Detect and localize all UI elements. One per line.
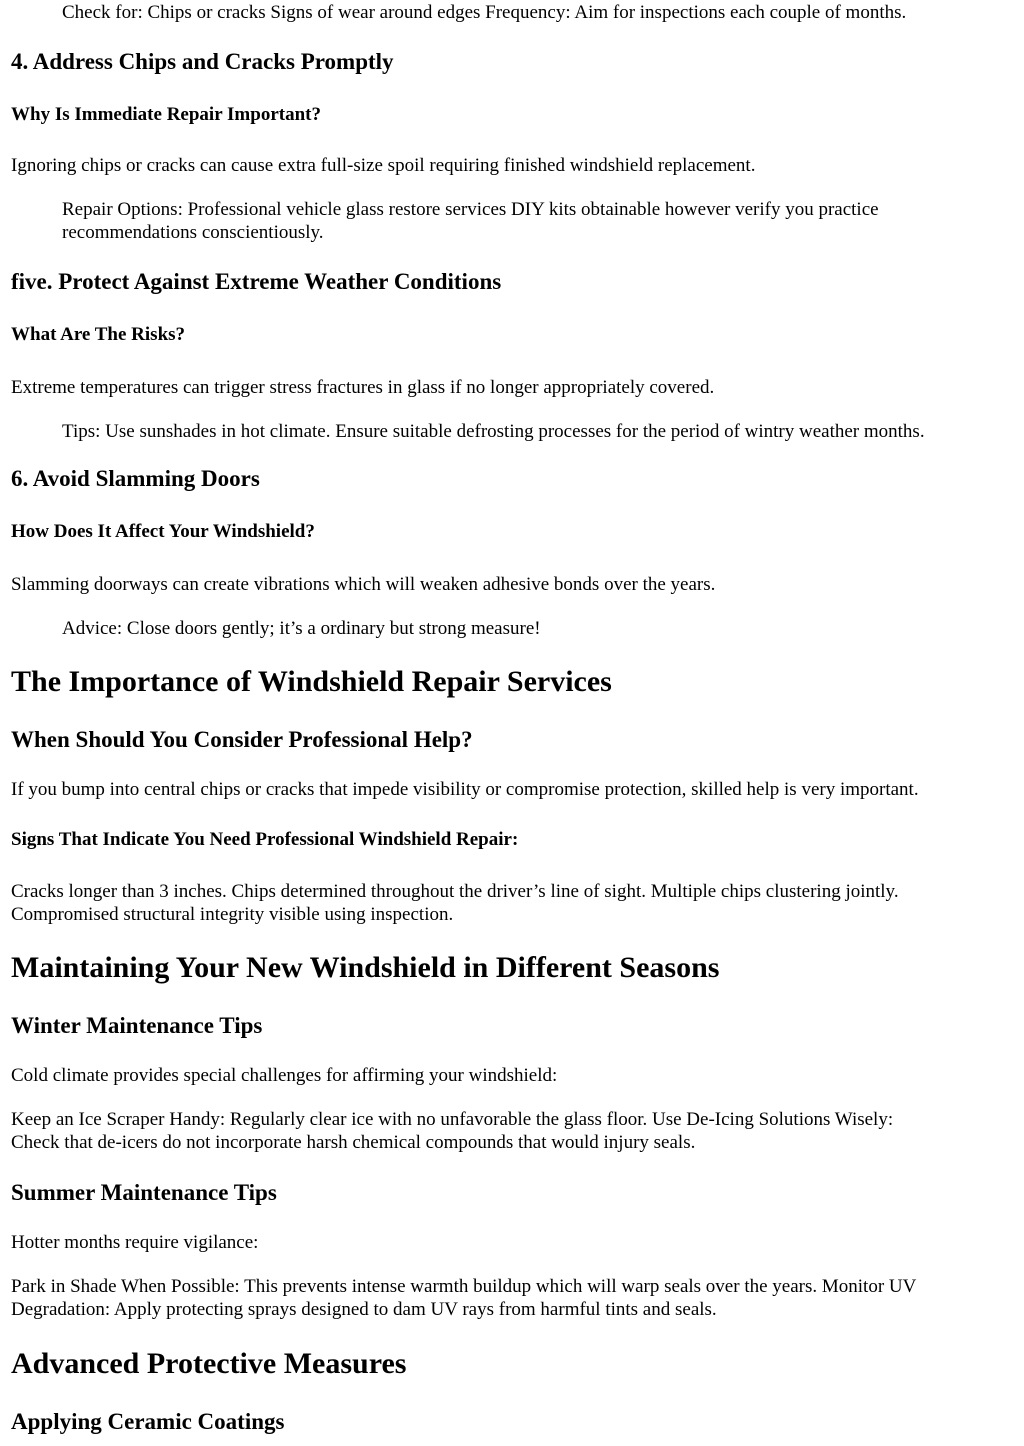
subheading-ceramic-coatings: Applying Ceramic Coatings <box>11 1409 285 1434</box>
summer-tips-line-1: Park in Shade When Possible: This prevents intense warmth buildup which will warp seals over the years. Monitor UV <box>11 1276 917 1297</box>
signs-list-line-1: Cracks longer than 3 inches. Chips determined throughout the driver’s line of sight. Multiple chips clustering jointly. <box>11 881 899 902</box>
weather-tips-text: Tips: Use sunshades in hot climate. Ensure suitable defrosting processes for the period of wintry weather months. <box>62 421 925 442</box>
paragraph-bump-into-chips: If you bump into central chips or cracks that impede visibility or compromise protection, skilled help is very important. <box>11 779 919 800</box>
paragraph-ignoring-chips: Ignoring chips or cracks can cause extra full-size spoil requiring finished windshield replacement. <box>11 155 756 176</box>
subheading-risks: What Are The Risks? <box>11 324 186 345</box>
winter-tips-line-2: Check that de-icers do not incorporate harsh chemical compounds that would injury seals. <box>11 1132 696 1153</box>
inspection-checklist-text: Check for: Chips or cracks Signs of wear around edges Frequency: Aim for inspections each couple of months. <box>62 2 907 23</box>
heading-advanced-measures: Advanced Protective Measures <box>11 1347 407 1380</box>
heading-importance-repair-services: The Importance of Windshield Repair Services <box>11 665 612 698</box>
paragraph-slamming-doorways: Slamming doorways can create vibrations which will weaken adhesive bonds over the years. <box>11 574 716 595</box>
paragraph-cold-climate: Cold climate provides special challenges for affirming your windshield: <box>11 1065 558 1086</box>
subheading-professional-help: When Should You Consider Professional Help? <box>11 727 473 752</box>
advice-text: Advice: Close doors gently; it’s a ordinary but strong measure! <box>62 618 541 639</box>
paragraph-extreme-temperatures: Extreme temperatures can trigger stress fractures in glass if no longer appropriately covered. <box>11 377 715 398</box>
repair-options-text-line-2: recommendations conscientiously. <box>62 222 324 243</box>
heading-maintaining-seasons: Maintaining Your New Windshield in Different Seasons <box>11 951 720 984</box>
summer-tips-line-2: Degradation: Apply protecting sprays designed to dam UV rays from harmful tints and seals. <box>11 1299 717 1320</box>
paragraph-hotter-months: Hotter months require vigilance: <box>11 1232 259 1253</box>
section-heading-extreme-weather: five. Protect Against Extreme Weather Conditions <box>11 269 502 294</box>
section-heading-slamming-doors: 6. Avoid Slamming Doors <box>11 466 260 491</box>
subheading-winter-tips: Winter Maintenance Tips <box>11 1013 263 1038</box>
subheading-immediate-repair: Why Is Immediate Repair Important? <box>11 104 321 125</box>
signs-list-line-2: Compromised structural integrity visible using inspection. <box>11 904 454 925</box>
repair-options-text-line-1: Repair Options: Professional vehicle glass restore services DIY kits obtainable however verify you practice <box>62 199 879 220</box>
subheading-affect-windshield: How Does It Affect Your Windshield? <box>11 521 315 542</box>
subheading-signs-professional-repair: Signs That Indicate You Need Professional Windshield Repair: <box>11 829 519 850</box>
subheading-summer-tips: Summer Maintenance Tips <box>11 1180 277 1205</box>
section-heading-address-chips: 4. Address Chips and Cracks Promptly <box>11 49 394 74</box>
winter-tips-line-1: Keep an Ice Scraper Handy: Regularly clear ice with no unfavorable the glass floor. Use De-Icing Solutions Wisely: <box>11 1109 894 1130</box>
